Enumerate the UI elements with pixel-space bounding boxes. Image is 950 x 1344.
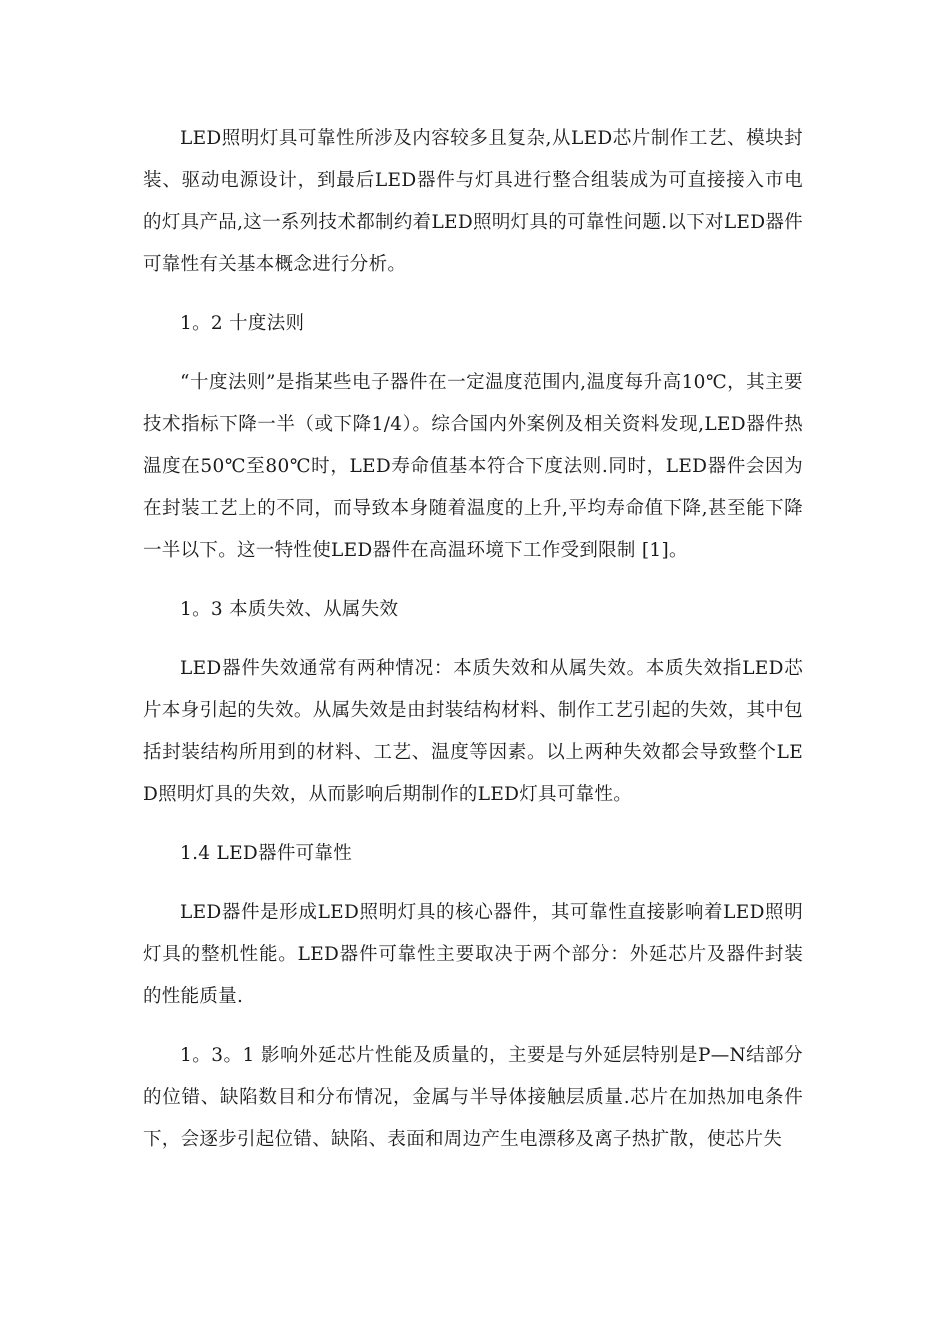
section-heading-led-reliability: 1.4 LED器件可靠性 <box>180 843 353 864</box>
section-heading-ten-degree-rule: 1。2 十度法则 <box>180 313 305 334</box>
section-heading-failure-types: 1。3 本质失效、从属失效 <box>180 599 399 620</box>
paragraph-intro: LED照明灯具可靠性所涉及内容较多且复杂,从LED芯片制作工艺、模块封装、驱动电源设计，到最后LED器件与灯具进行整合组装成为可直接接入市电的灯具产品,这一系列技术都制约着LED照明灯具的可靠性问题.以下对LED器件可靠性有关基本概念进行分析。 <box>143 128 803 275</box>
paragraph-failure-types: LED器件失效通常有两种情况：本质失效和从属失效。本质失效指LED芯片本身引起的失效。从属失效是由封装结构材料、制作工艺引起的失效，其中包括封装结构所用到的材料、工艺、温度等因素。以上两种失效都会导致整个LED照明灯具的失效，从而影响后期制作的LED灯具可靠性。 <box>143 658 803 805</box>
paragraph-ten-degree-rule: “十度法则”是指某些电子器件在一定温度范围内,温度每升高10℃，其主要技术指标下降一半（或下降1/4）。综合国内外案例及相关资料发现,LED器件热温度在50℃至80℃时，LED寿命值基本符合下度法则.同时，LED器件会因为在封装工艺上的不同，而导致本身随着温度的上升,平均寿命值下降,甚至能下降一半以下。这一特性使LED器件在高温环境下工作受到限制 [1]。 <box>143 372 803 561</box>
document-body <box>143 118 803 1178</box>
paragraph-epitaxial-chip: 1。3。1 影响外延芯片性能及质量的，主要是与外延层特别是P—N结部分的位错、缺陷数目和分布情况，金属与半导体接触层质量.芯片在加热加电条件下，会逐步引起位错、缺陷、表面和周边产生电漂移及离子热扩散，使芯片失 <box>143 1045 803 1150</box>
paragraph-led-reliability: LED器件是形成LED照明灯具的核心器件，其可靠性直接影响着LED照明灯具的整机性能。LED器件可靠性主要取决于两个部分：外延芯片及器件封装的性能质量. <box>143 902 803 1007</box>
